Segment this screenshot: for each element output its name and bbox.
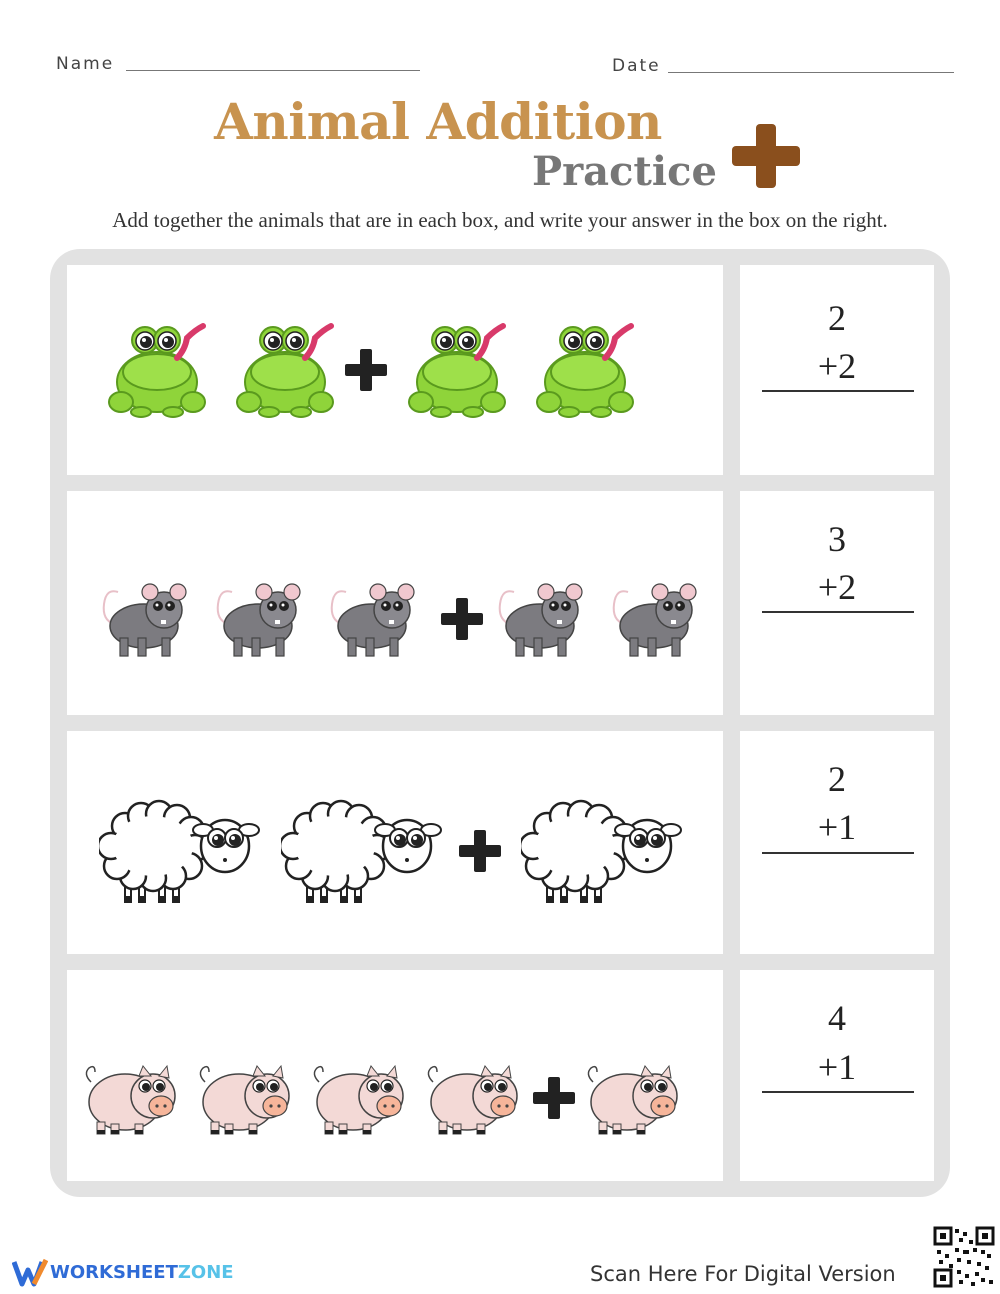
frog-icon xyxy=(235,320,335,420)
date-label: Date xyxy=(612,56,661,76)
answer-4-line xyxy=(762,1091,914,1093)
plus-sign-icon xyxy=(457,828,503,874)
instructions: Add together the animals that are in each box, and write your answer in the box on the right. xyxy=(112,208,888,232)
frog-icon xyxy=(407,320,507,420)
plus-sign-icon xyxy=(439,596,485,642)
sheep-icon xyxy=(521,796,689,906)
problem-1-bottom: +2 xyxy=(817,346,857,386)
problem-1-top: 2 xyxy=(828,298,846,338)
problem-4-animals xyxy=(67,970,723,1181)
problem-1-animals xyxy=(67,265,723,475)
mouse-icon xyxy=(93,574,203,664)
worksheetzone-logo-icon xyxy=(12,1258,48,1288)
brand-name: WORKSHEETZONE xyxy=(50,1262,234,1283)
mouse-icon xyxy=(603,574,713,664)
problem-2-animals xyxy=(67,491,723,715)
problem-3-top: 2 xyxy=(828,759,846,799)
answer-3-line xyxy=(762,852,914,854)
frog-icon xyxy=(107,320,207,420)
pig-icon xyxy=(583,1058,683,1138)
page-subtitle: Practice xyxy=(532,148,717,195)
problem-3-bottom: +1 xyxy=(817,807,857,847)
plus-sign-icon xyxy=(343,347,389,393)
mouse-icon xyxy=(207,574,317,664)
pig-icon xyxy=(423,1058,523,1138)
problem-2-bottom: +2 xyxy=(817,567,857,607)
sheep-icon xyxy=(281,796,449,906)
name-label: Name xyxy=(56,54,115,74)
problem-3-animals xyxy=(67,731,723,954)
sheep-icon xyxy=(99,796,267,906)
pig-icon xyxy=(195,1058,295,1138)
mouse-icon xyxy=(321,574,431,664)
mouse-icon xyxy=(489,574,599,664)
page-title: Animal Addition xyxy=(214,92,662,151)
date-field[interactable] xyxy=(668,72,954,73)
qr-code-icon[interactable] xyxy=(933,1226,995,1288)
problem-2-top: 3 xyxy=(828,519,846,559)
frog-icon xyxy=(535,320,635,420)
answer-1-line xyxy=(762,390,914,392)
answer-2-line xyxy=(762,611,914,613)
plus-sign-icon xyxy=(531,1075,577,1121)
problem-4-bottom: +1 xyxy=(817,1047,857,1087)
problem-4-top: 4 xyxy=(828,998,846,1038)
pig-icon xyxy=(309,1058,409,1138)
plus-icon xyxy=(732,124,800,188)
name-field[interactable] xyxy=(126,70,420,71)
pig-icon xyxy=(81,1058,181,1138)
scan-text: Scan Here For Digital Version xyxy=(590,1262,896,1286)
